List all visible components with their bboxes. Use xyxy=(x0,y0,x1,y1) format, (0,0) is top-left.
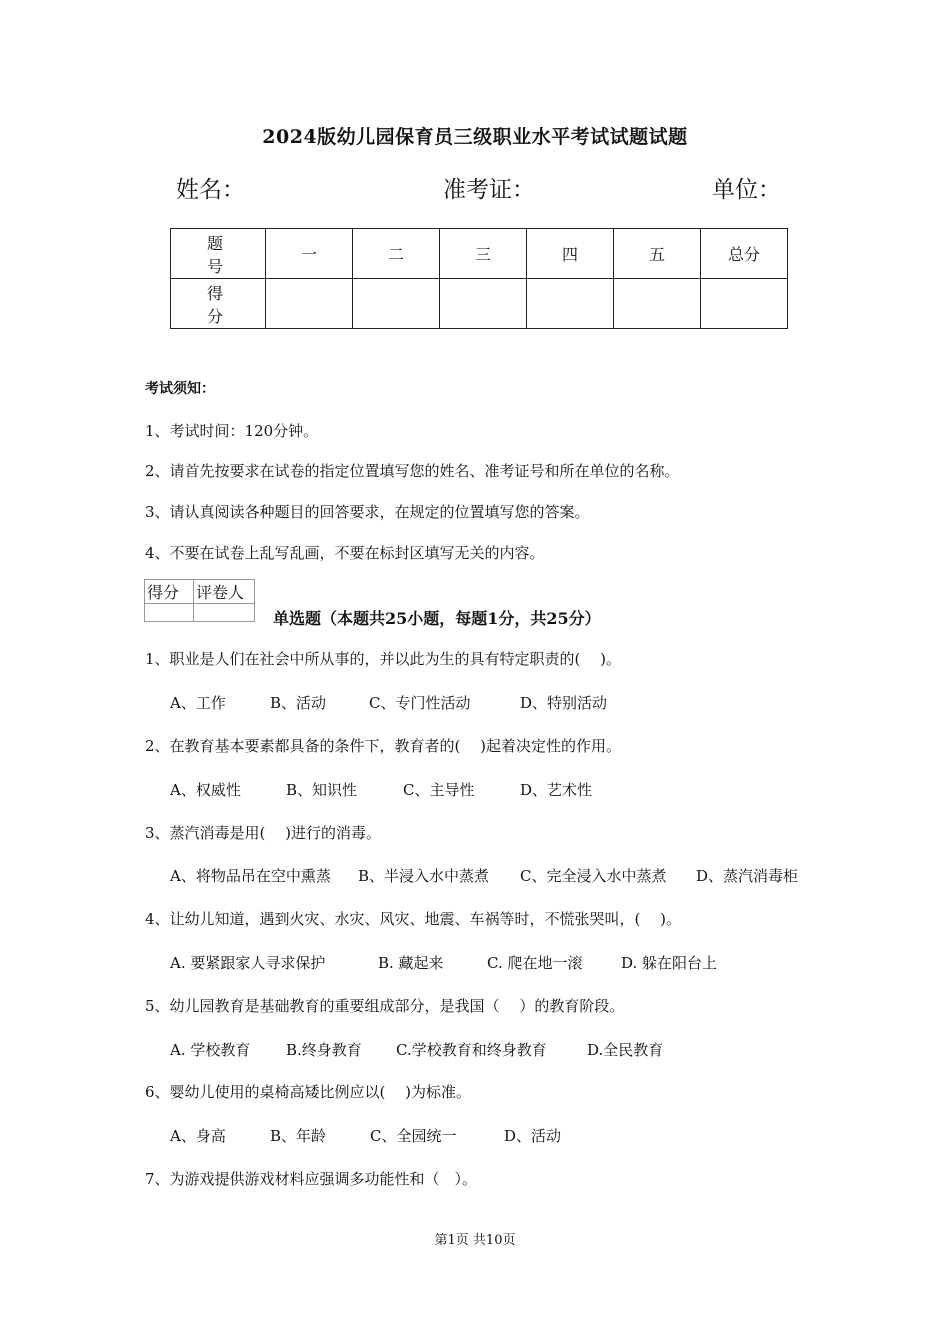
question-options xyxy=(170,779,592,800)
option[interactable]: B、半浸入水中蒸煮 xyxy=(358,867,490,885)
section-title: 单选题（本题共25小题，每题1分，共25分） xyxy=(273,609,601,628)
score-header-cell: 题 号 xyxy=(171,229,266,279)
option[interactable]: C、完全浸入水中蒸煮 xyxy=(520,867,667,885)
question-options xyxy=(170,1125,561,1146)
score-input-cell[interactable] xyxy=(527,279,614,329)
question-options xyxy=(170,1039,663,1060)
score-header-cell: 四 xyxy=(527,229,614,279)
question-options xyxy=(170,865,798,886)
page-footer: 第1页 共10页 xyxy=(434,1233,516,1248)
question-text: 2、在教育基本要素都具备的条件下，教育者的( )起着决定性的作用。 xyxy=(145,737,622,755)
notice-item: 3、请认真阅读各种题目的回答要求，在规定的位置填写您的答案。 xyxy=(145,503,590,521)
option[interactable]: A. 学校教育 xyxy=(170,1041,251,1059)
option[interactable]: A、权威性 xyxy=(170,781,241,799)
notice-item: 1、考试时间：120分钟。 xyxy=(145,422,319,440)
score-table-score-row xyxy=(171,279,788,329)
grader-score-cell[interactable] xyxy=(145,604,194,622)
question-text: 7、为游戏提供游戏材料应强调多功能性和（ ）。 xyxy=(145,1170,478,1188)
notice-item: 4、不要在试卷上乱写乱画，不要在标封区填写无关的内容。 xyxy=(145,544,545,562)
option[interactable]: C、主导性 xyxy=(403,781,475,799)
score-header-cell: 三 xyxy=(440,229,527,279)
option[interactable]: C. 爬在地一滚 xyxy=(487,954,583,972)
question-text: 4、让幼儿知道，遇到火灾、水灾、风灾、地震、车祸等时，不慌张哭叫，( )。 xyxy=(145,910,682,928)
option[interactable]: D、特别活动 xyxy=(520,694,608,712)
option[interactable]: A、工作 xyxy=(170,694,226,712)
option[interactable]: A、将物品吊在空中熏蒸 xyxy=(170,867,331,885)
score-header-cell: 一 xyxy=(266,229,353,279)
grader-score-label: 得分 xyxy=(145,580,194,604)
unit-label: 单位： xyxy=(712,177,781,203)
option[interactable]: A、身高 xyxy=(170,1127,226,1145)
option[interactable]: B、年龄 xyxy=(270,1127,327,1145)
question-text: 1、职业是人们在社会中所从事的，并以此为生的具有特定职责的( )。 xyxy=(145,650,622,668)
option[interactable]: D、活动 xyxy=(504,1127,562,1145)
option[interactable]: C.学校教育和终身教育 xyxy=(396,1041,547,1059)
option[interactable]: B.终身教育 xyxy=(286,1041,362,1059)
score-header-cell: 五 xyxy=(614,229,701,279)
score-input-cell[interactable] xyxy=(266,279,353,329)
grader-reviewer-cell[interactable] xyxy=(194,604,255,622)
score-header-cell: 总分 xyxy=(701,229,788,279)
option[interactable]: B. 藏起来 xyxy=(378,954,444,972)
question-text: 3、蒸汽消毒是用( )进行的消毒。 xyxy=(145,824,382,842)
option[interactable]: B、知识性 xyxy=(286,781,358,799)
option[interactable]: D.全民教育 xyxy=(587,1041,664,1059)
id-label: 准考证： xyxy=(443,177,535,203)
option[interactable]: D、艺术性 xyxy=(520,781,593,799)
notice-item: 2、请首先按要求在试卷的指定位置填写您的姓名、准考证号和所在单位的名称。 xyxy=(145,462,680,480)
option[interactable]: A. 要紧跟家人寻求保护 xyxy=(170,954,326,972)
grader-reviewer-label: 评卷人 xyxy=(194,580,255,604)
score-row-label: 得 分 xyxy=(171,279,266,329)
question-text: 5、幼儿园教育是基础教育的重要组成部分，是我国（ ）的教育阶段。 xyxy=(145,997,625,1015)
score-header-cell: 二 xyxy=(353,229,440,279)
score-input-cell[interactable] xyxy=(701,279,788,329)
option[interactable]: C、全园统一 xyxy=(370,1127,457,1145)
option[interactable]: D、蒸汽消毒柜 xyxy=(696,867,799,885)
question-options xyxy=(170,952,717,973)
name-label: 姓名： xyxy=(176,177,245,203)
question-options xyxy=(170,692,607,713)
score-input-cell[interactable] xyxy=(614,279,701,329)
page-title: 2024版幼儿园保育员三级职业水平考试试题试题 xyxy=(262,126,688,148)
score-table xyxy=(170,228,788,329)
score-input-cell[interactable] xyxy=(353,279,440,329)
option[interactable]: D. 躲在阳台上 xyxy=(621,954,718,972)
option[interactable]: B、活动 xyxy=(270,694,327,712)
grader-box xyxy=(144,579,255,622)
notice-heading: 考试须知： xyxy=(145,381,215,397)
score-input-cell[interactable] xyxy=(440,279,527,329)
score-table-header-row xyxy=(171,229,788,279)
question-text: 6、婴幼儿使用的桌椅高矮比例应以( )为标准。 xyxy=(145,1083,472,1101)
option[interactable]: C、专门性活动 xyxy=(369,694,471,712)
